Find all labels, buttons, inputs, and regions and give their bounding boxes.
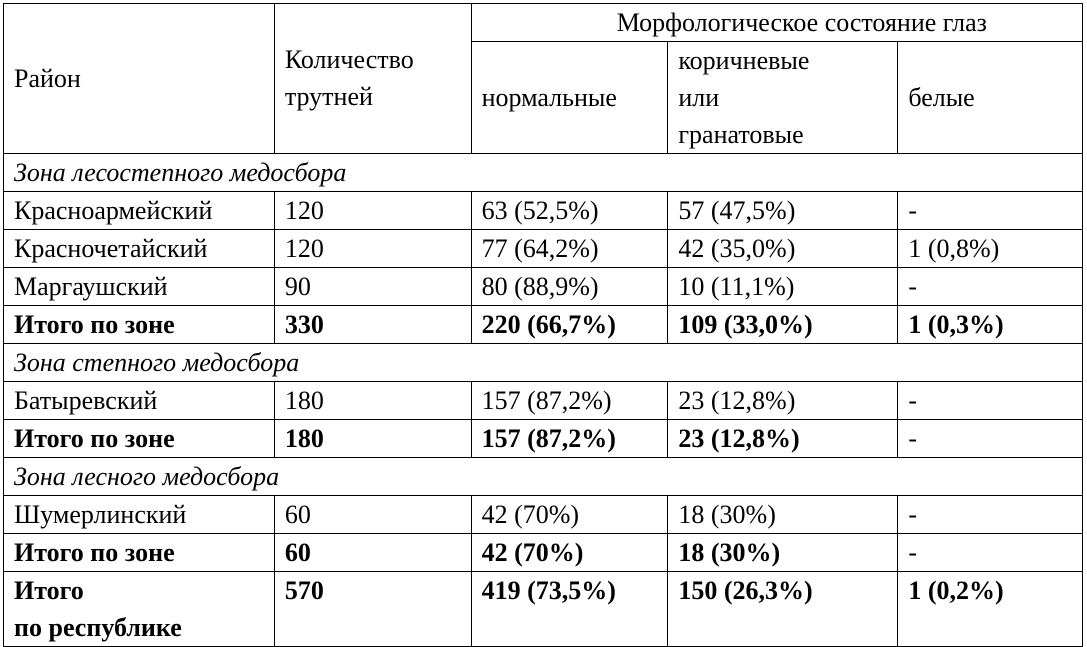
cell-count: 570	[274, 572, 471, 647]
table-row	[4, 268, 1083, 306]
cell-rayon: Батыревский	[4, 382, 275, 420]
cell-rayon: Итого по зоне	[4, 306, 275, 344]
cell-white: 1 (0,8%)	[898, 230, 1083, 268]
cell-white: -	[898, 496, 1083, 534]
header-brown-line1: коричневые	[678, 46, 810, 75]
header-morph-group-label: Морфологическое состояние глаз	[616, 8, 987, 37]
cell-white: 1 (0,3%)	[898, 306, 1083, 344]
zone-title: Зона степного медосбора	[4, 344, 1083, 382]
zone-title: Зона лесного медосбора	[4, 458, 1083, 496]
cell-normal: 157 (87,2%)	[471, 420, 668, 458]
cell-brown: 10 (11,1%)	[668, 268, 898, 306]
cell-rayon: Шумерлинский	[4, 496, 275, 534]
table-row	[4, 230, 1083, 268]
cell-count: 120	[274, 230, 471, 268]
cell-normal: 80 (88,9%)	[471, 268, 668, 306]
header-normal-label: нормальные	[481, 83, 617, 112]
cell-brown: 57 (47,5%)	[668, 192, 898, 230]
cell-normal: 220 (66,7%)	[471, 306, 668, 344]
cell-rayon	[4, 572, 275, 647]
cell-count: 120	[274, 192, 471, 230]
cell-white: -	[898, 534, 1083, 572]
cell-brown: 23 (12,8%)	[668, 382, 898, 420]
cell-white: -	[898, 268, 1083, 306]
grand-total-label-line2: по республике	[14, 613, 182, 642]
cell-brown: 150 (26,3%)	[668, 572, 898, 647]
cell-white: -	[898, 192, 1083, 230]
cell-white: -	[898, 420, 1083, 458]
cell-rayon: Маргаушский	[4, 268, 275, 306]
cell-normal: 63 (52,5%)	[471, 192, 668, 230]
cell-count: 330	[274, 306, 471, 344]
zone-total-row	[4, 534, 1083, 572]
table-row	[4, 192, 1083, 230]
table-row	[4, 496, 1083, 534]
eye-morphology-table	[3, 3, 1083, 647]
header-white	[898, 42, 1083, 154]
cell-count: 180	[274, 382, 471, 420]
cell-count: 180	[274, 420, 471, 458]
header-morph-group	[471, 4, 1082, 42]
header-brown-line2: или	[678, 83, 720, 112]
cell-normal: 77 (64,2%)	[471, 230, 668, 268]
zone-total-row	[4, 420, 1083, 458]
cell-white: 1 (0,2%)	[898, 572, 1083, 647]
cell-normal: 42 (70%)	[471, 534, 668, 572]
header-brown	[668, 42, 898, 154]
cell-brown: 42 (35,0%)	[668, 230, 898, 268]
cell-brown: 23 (12,8%)	[668, 420, 898, 458]
cell-count: 60	[274, 534, 471, 572]
header-rayon-label: Район	[14, 64, 81, 93]
header-count-line1: Количество	[284, 45, 414, 74]
cell-normal: 42 (70%)	[471, 496, 668, 534]
cell-rayon: Красночетайский	[4, 230, 275, 268]
zone-total-row	[4, 306, 1083, 344]
header-rayon	[4, 4, 275, 154]
header-white-label: белые	[908, 83, 975, 112]
cell-brown: 109 (33,0%)	[668, 306, 898, 344]
cell-rayon: Красноармейский	[4, 192, 275, 230]
zone-title: Зона лесостепного медосбора	[4, 154, 1083, 192]
cell-normal: 419 (73,5%)	[471, 572, 668, 647]
cell-rayon: Итого по зоне	[4, 534, 275, 572]
cell-count: 60	[274, 496, 471, 534]
cell-brown: 18 (30%)	[668, 496, 898, 534]
grand-total-row	[4, 572, 1083, 647]
header-count	[274, 4, 471, 154]
cell-rayon: Итого по зоне	[4, 420, 275, 458]
cell-white: -	[898, 382, 1083, 420]
header-normal	[471, 42, 668, 154]
cell-brown: 18 (30%)	[668, 534, 898, 572]
cell-count: 90	[274, 268, 471, 306]
table-row	[4, 382, 1083, 420]
grand-total-label-line1: Итого	[14, 576, 84, 605]
header-brown-line3: гранатовые	[678, 120, 804, 149]
cell-normal: 157 (87,2%)	[471, 382, 668, 420]
header-count-line2: трутней	[284, 82, 373, 111]
